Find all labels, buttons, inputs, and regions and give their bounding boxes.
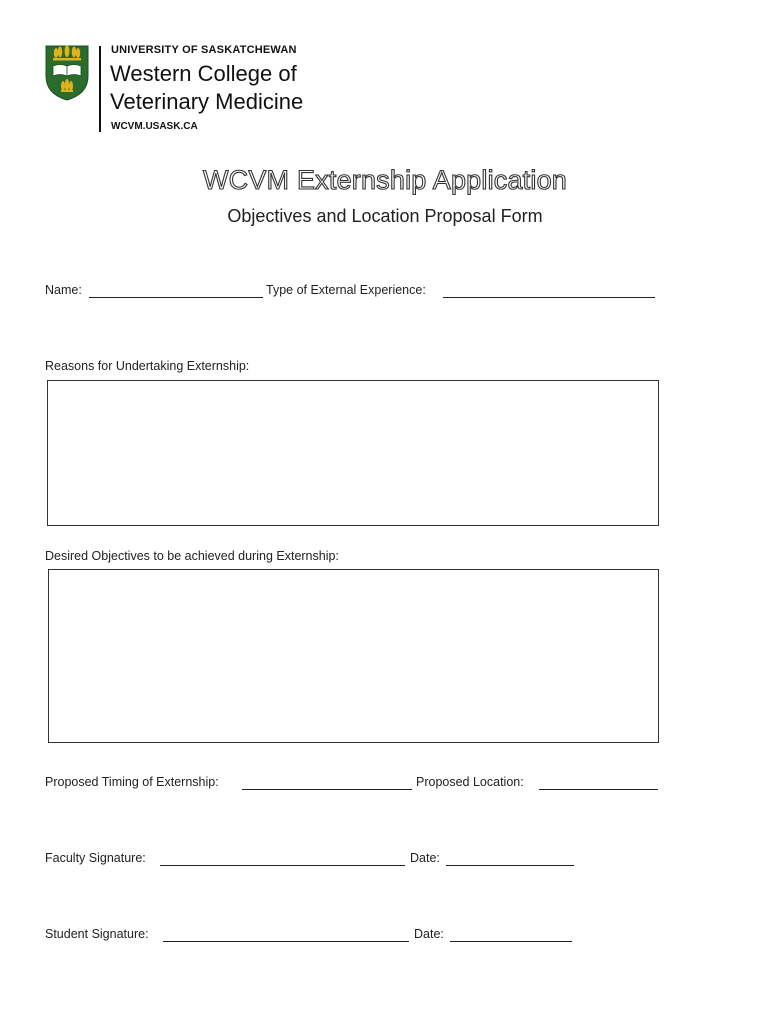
timing-location-row: [45, 775, 665, 793]
form-subtitle: Objectives and Location Proposal Form: [227, 206, 543, 226]
timing-label: Proposed Timing of Externship:: [45, 775, 219, 789]
location-label: Proposed Location:: [416, 775, 524, 789]
faculty-date-label: Date:: [410, 851, 440, 865]
faculty-signature-row: [45, 851, 605, 869]
student-signature-field[interactable]: [163, 927, 409, 942]
form-title: WCVM Externship Application: [202, 165, 568, 195]
experience-label: Type of External Experience:: [266, 283, 426, 297]
college-name-line1: Western College of: [110, 61, 297, 86]
name-label: Name:: [45, 283, 82, 297]
college-website: WCVM.USASK.CA: [111, 121, 198, 132]
faculty-date-field[interactable]: [446, 851, 574, 866]
student-signature-row: [45, 927, 605, 945]
location-field[interactable]: [539, 775, 658, 790]
name-field[interactable]: [89, 283, 263, 298]
university-name: UNIVERSITY OF SASKATCHEWAN: [111, 44, 297, 56]
student-date-field[interactable]: [450, 927, 572, 942]
college-name-line2: Veterinary Medicine: [110, 89, 304, 114]
faculty-signature-label: Faculty Signature:: [45, 851, 146, 865]
student-signature-label: Student Signature:: [45, 927, 149, 941]
name-experience-row: [45, 283, 665, 301]
experience-field[interactable]: [443, 283, 655, 298]
objectives-textarea[interactable]: [48, 569, 659, 743]
student-date-label: Date:: [414, 927, 444, 941]
university-crest-icon: [44, 44, 90, 102]
logo-divider: [99, 46, 101, 132]
reasons-textarea[interactable]: [47, 380, 659, 526]
objectives-label: Desired Objectives to be achieved during Externship:: [45, 549, 339, 563]
timing-field[interactable]: [242, 775, 412, 790]
college-name: [110, 60, 303, 116]
reasons-label: Reasons for Undertaking Externship:: [45, 359, 250, 373]
faculty-signature-field[interactable]: [160, 851, 405, 866]
